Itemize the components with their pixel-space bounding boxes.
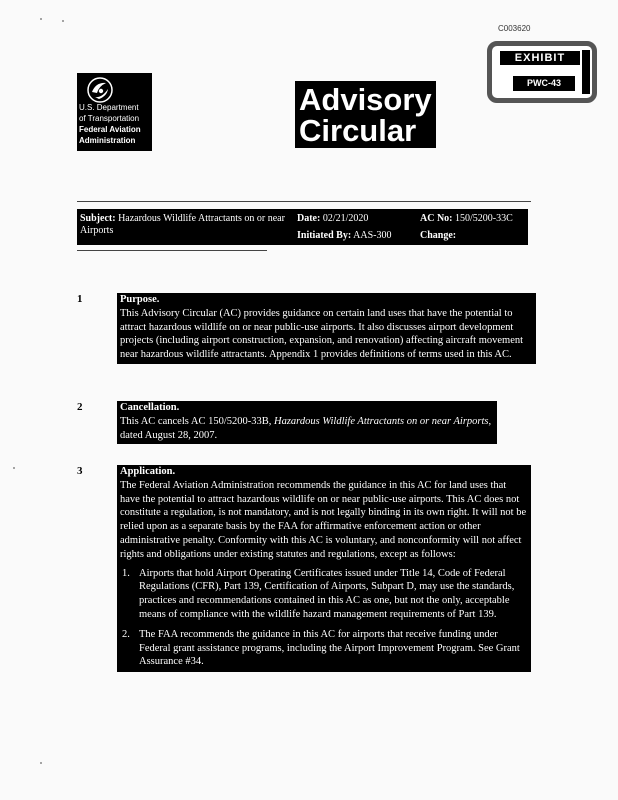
section-2-block <box>117 401 497 444</box>
ac-number-field <box>420 213 513 225</box>
document-header-bar <box>77 209 528 245</box>
section-2-cancelled-title: Hazardous Wildlife Attractants on or near Airports <box>274 415 489 427</box>
agency-name <box>79 102 141 146</box>
section-1-block <box>117 293 536 364</box>
document-title <box>295 81 436 148</box>
list-item <box>120 628 528 669</box>
list-item <box>120 567 528 622</box>
title-line-2: Circular <box>299 113 417 148</box>
initiated-value: AAS-300 <box>353 230 392 241</box>
list-item-text: The FAA recommends the guidance in this AC for airports that receive funding under Federal grant assistance programs, including the Airport Improvement Program. See Grant Assurance #34. <box>139 628 520 668</box>
initiated-label: Initiated By: <box>297 230 352 241</box>
dot-logo <box>77 73 152 151</box>
change-field <box>420 230 456 242</box>
scan-speck <box>40 762 42 764</box>
date-value: 02/21/2020 <box>322 213 369 224</box>
exhibit-side-strip <box>582 50 590 94</box>
section-3-text: The Federal Aviation Administration recommends the guidance in this AC for land uses that have the potential to attract hazardous wildlife on or near public-use airports. This AC does not constitute a regulation, is not mandatory, and is not legally binding in its own right. It will not be relied upon as a separate basis by the FAA for affirmative enforcement action or other administrative penalty. Conformity with this AC is voluntary, and nonconformity will not affect rights and obligations under existing statutes and regulations, except as follows: <box>120 479 527 560</box>
section-1-heading: Purpose. <box>120 294 160 305</box>
agency-line-4: Administration <box>79 136 136 145</box>
section-1-number: 1 <box>77 293 83 305</box>
ac-label: AC No: <box>420 213 453 224</box>
section-2-number: 2 <box>77 401 83 413</box>
agency-line-2: of Transportation <box>79 114 140 123</box>
exhibit-number: PWC-43 <box>513 76 575 93</box>
list-item-number: 2. <box>122 628 130 640</box>
subject-field <box>80 213 285 237</box>
section-2-text-end: , dated August 28, 2007. <box>120 415 492 441</box>
scan-speck <box>62 20 64 22</box>
section-2-heading: Cancellation. <box>120 402 180 413</box>
section-3-block <box>117 465 531 672</box>
bates-number: C003620 <box>498 24 531 33</box>
title-line-1: Advisory <box>299 82 432 117</box>
scan-speck <box>13 467 15 469</box>
change-label: Change: <box>420 230 457 241</box>
date-label: Date: <box>297 213 321 224</box>
section-2-text-start: This AC cancels AC 150/5200-33B, <box>120 415 274 427</box>
list-item-text: Airports that hold Airport Operating Certificates issued under Title 14, Code of Federal Regulations (CFR), Part 139, Certification of Airports, Subpart D, may use the standards, practices and recommendations contained in this AC as one, but not the only, acceptable means of compliance with the wildlife hazard management requirements of Part 139. <box>139 567 515 620</box>
agency-line-3: Federal Aviation <box>79 125 141 134</box>
agency-line-1: U.S. Department <box>79 103 139 112</box>
exhibit-label: EXHIBIT <box>500 51 580 65</box>
section-1-text: This Advisory Circular (AC) provides guidance on certain land uses that have the potential to attract hazardous wildlife on or near public-use airports. It also discusses airport development projects (including airport construction, expansion, and renovation) affecting aircraft movement near hazardous wildlife attractants. Appendix 1 provides definitions of terms used in this AC. <box>120 307 524 361</box>
section-3-heading: Application. <box>120 466 176 477</box>
subject-label: Subject: <box>80 213 116 224</box>
dot-emblem-icon <box>87 77 113 103</box>
section-3-number: 3 <box>77 465 83 477</box>
subject-value: Hazardous Wildlife Attractants on or near Airports <box>80 213 285 236</box>
scan-speck <box>40 18 42 20</box>
header-rule-bottom <box>77 250 267 251</box>
ac-value: 150/5200-33C <box>455 213 513 224</box>
header-rule-top <box>77 201 531 202</box>
list-item-number: 1. <box>122 567 130 579</box>
section-3-list <box>120 567 528 670</box>
initiated-by-field <box>297 230 391 242</box>
exhibit-sticker <box>487 41 597 103</box>
date-field <box>297 213 368 225</box>
section-2-text <box>120 415 494 443</box>
